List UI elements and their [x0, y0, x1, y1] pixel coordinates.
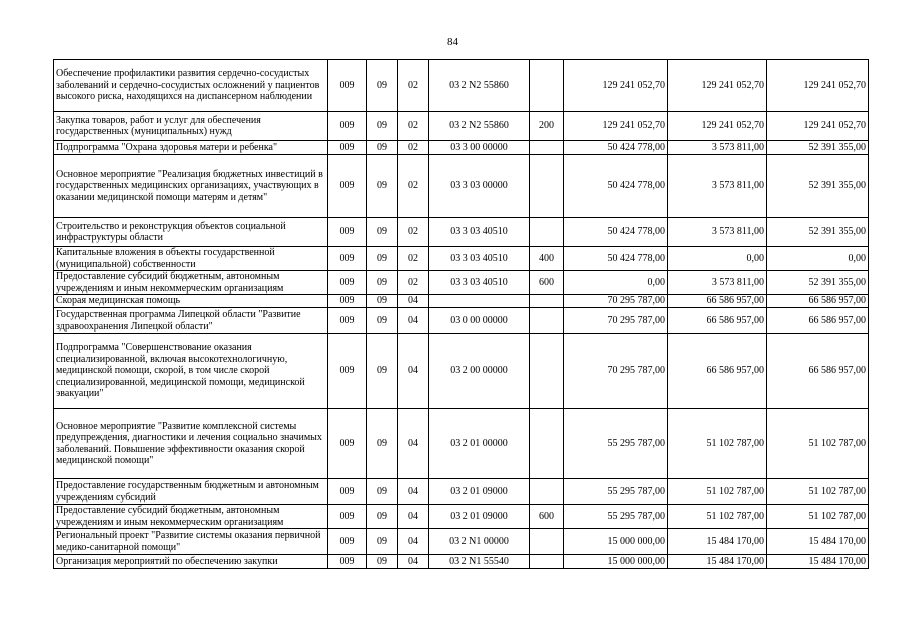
row-name: Основное мероприятие "Развитие комплексной системы предупреждения, диагностики и лечения социально значимых заболеваний. Повышение эффективности оказания скорой медицинской помощи" [54, 409, 328, 479]
row-name: Закупка товаров, работ и услуг для обеспечения государственных (муниципальных) нужд [54, 112, 328, 141]
row-amount-year-3: 66 586 957,00 [767, 295, 869, 308]
row-target-code: 03 3 00 00000 [429, 141, 530, 155]
table-row [54, 141, 869, 155]
row-amount-year-3: 52 391 355,00 [767, 155, 869, 218]
page-number: 84 [447, 36, 458, 48]
row-amount-year-1: 55 295 787,00 [564, 505, 668, 529]
row-name: Основное мероприятие "Реализация бюджетных инвестиций в государственных медицинских организациях, участвующих в оказании медицинской помощи матерям и детям" [54, 155, 328, 218]
row-subsection-code: 02 [398, 247, 429, 271]
row-ministry-code: 009 [328, 295, 367, 308]
row-section-code: 09 [367, 141, 398, 155]
row-subsection-code: 02 [398, 141, 429, 155]
row-expense-type-code [530, 60, 564, 112]
table-row [54, 295, 869, 308]
row-amount-year-1: 70 295 787,00 [564, 334, 668, 409]
row-amount-year-1: 15 000 000,00 [564, 529, 668, 555]
row-target-code: 03 3 03 40510 [429, 247, 530, 271]
table-row [54, 155, 869, 218]
row-amount-year-3: 15 484 170,00 [767, 529, 869, 555]
row-amount-year-1: 50 424 778,00 [564, 247, 668, 271]
row-expense-type-code: 600 [530, 505, 564, 529]
row-subsection-code: 04 [398, 308, 429, 334]
row-section-code: 09 [367, 295, 398, 308]
row-name: Организация мероприятий по обеспечению закупки [54, 555, 328, 569]
row-amount-year-3: 15 484 170,00 [767, 555, 869, 569]
row-subsection-code: 04 [398, 295, 429, 308]
row-amount-year-3: 51 102 787,00 [767, 479, 869, 505]
row-target-code [429, 295, 530, 308]
row-target-code: 03 2 N1 00000 [429, 529, 530, 555]
table-row [54, 479, 869, 505]
row-expense-type-code [530, 295, 564, 308]
row-target-code: 03 3 03 40510 [429, 218, 530, 247]
row-amount-year-2: 15 484 170,00 [668, 555, 767, 569]
row-amount-year-3: 129 241 052,70 [767, 60, 869, 112]
row-expense-type-code [530, 218, 564, 247]
row-section-code: 09 [367, 308, 398, 334]
row-amount-year-3: 0,00 [767, 247, 869, 271]
row-section-code: 09 [367, 479, 398, 505]
row-amount-year-2: 51 102 787,00 [668, 505, 767, 529]
row-amount-year-2: 51 102 787,00 [668, 409, 767, 479]
row-subsection-code: 04 [398, 334, 429, 409]
row-subsection-code: 04 [398, 505, 429, 529]
row-amount-year-3: 66 586 957,00 [767, 334, 869, 409]
row-amount-year-3: 51 102 787,00 [767, 409, 869, 479]
row-ministry-code: 009 [328, 334, 367, 409]
row-amount-year-1: 50 424 778,00 [564, 218, 668, 247]
row-amount-year-2: 3 573 811,00 [668, 218, 767, 247]
row-section-code: 09 [367, 505, 398, 529]
table-row [54, 218, 869, 247]
table-row [54, 334, 869, 409]
row-name: Региональный проект "Развитие системы оказания первичной медико-санитарной помощи" [54, 529, 328, 555]
row-subsection-code: 04 [398, 409, 429, 479]
row-amount-year-2: 15 484 170,00 [668, 529, 767, 555]
row-name: Предоставление субсидий бюджетным, автономным учреждениям и иным некоммерческим организациям [54, 271, 328, 295]
row-section-code: 09 [367, 247, 398, 271]
row-amount-year-2: 66 586 957,00 [668, 295, 767, 308]
row-amount-year-1: 50 424 778,00 [564, 155, 668, 218]
row-section-code: 09 [367, 112, 398, 141]
row-section-code: 09 [367, 218, 398, 247]
row-ministry-code: 009 [328, 247, 367, 271]
row-amount-year-3: 52 391 355,00 [767, 218, 869, 247]
row-ministry-code: 009 [328, 479, 367, 505]
row-amount-year-1: 70 295 787,00 [564, 295, 668, 308]
row-section-code: 09 [367, 271, 398, 295]
budget-table [53, 59, 869, 569]
row-target-code: 03 2 N1 55540 [429, 555, 530, 569]
row-expense-type-code [530, 141, 564, 155]
row-subsection-code: 02 [398, 271, 429, 295]
row-ministry-code: 009 [328, 308, 367, 334]
table-row [54, 247, 869, 271]
table-row [54, 112, 869, 141]
row-expense-type-code [530, 555, 564, 569]
row-expense-type-code: 400 [530, 247, 564, 271]
row-amount-year-1: 70 295 787,00 [564, 308, 668, 334]
row-ministry-code: 009 [328, 529, 367, 555]
row-amount-year-3: 129 241 052,70 [767, 112, 869, 141]
row-name: Подпрограмма "Совершенствование оказания специализированной, включая высокотехнологичную, медицинской помощи, скорой, в том числе скорой специализированной, медицинской помощи, медицинской эвакуации" [54, 334, 328, 409]
row-name: Подпрограмма "Охрана здоровья матери и ребенка" [54, 141, 328, 155]
row-target-code: 03 2 N2 55860 [429, 112, 530, 141]
row-ministry-code: 009 [328, 505, 367, 529]
row-amount-year-3: 66 586 957,00 [767, 308, 869, 334]
table-row [54, 529, 869, 555]
row-ministry-code: 009 [328, 409, 367, 479]
row-target-code: 03 2 N2 55860 [429, 60, 530, 112]
row-amount-year-2: 129 241 052,70 [668, 112, 767, 141]
row-ministry-code: 009 [328, 112, 367, 141]
row-expense-type-code [530, 334, 564, 409]
row-expense-type-code [530, 479, 564, 505]
row-name: Обеспечение профилактики развития сердечно-сосудистых заболеваний и сердечно-сосудистых осложнений у пациентов высокого риска, находящихся на диспансерном наблюдении [54, 60, 328, 112]
row-target-code: 03 2 01 00000 [429, 409, 530, 479]
row-name: Строительство и реконструкция объектов социальной инфраструктуры области [54, 218, 328, 247]
row-amount-year-2: 129 241 052,70 [668, 60, 767, 112]
row-amount-year-1: 15 000 000,00 [564, 555, 668, 569]
row-section-code: 09 [367, 529, 398, 555]
row-expense-type-code [530, 529, 564, 555]
row-section-code: 09 [367, 155, 398, 218]
row-amount-year-1: 55 295 787,00 [564, 479, 668, 505]
row-amount-year-2: 66 586 957,00 [668, 334, 767, 409]
row-ministry-code: 009 [328, 141, 367, 155]
row-amount-year-2: 3 573 811,00 [668, 141, 767, 155]
row-amount-year-2: 3 573 811,00 [668, 155, 767, 218]
row-name: Предоставление субсидий бюджетным, автономным учреждениям и иным некоммерческим организациям [54, 505, 328, 529]
row-expense-type-code [530, 308, 564, 334]
row-ministry-code: 009 [328, 155, 367, 218]
table-row [54, 555, 869, 569]
row-ministry-code: 009 [328, 60, 367, 112]
row-ministry-code: 009 [328, 271, 367, 295]
row-amount-year-3: 51 102 787,00 [767, 505, 869, 529]
row-target-code: 03 3 03 40510 [429, 271, 530, 295]
row-subsection-code: 02 [398, 155, 429, 218]
row-amount-year-1: 129 241 052,70 [564, 112, 668, 141]
table-row [54, 60, 869, 112]
row-subsection-code: 04 [398, 555, 429, 569]
row-amount-year-1: 50 424 778,00 [564, 141, 668, 155]
row-target-code: 03 2 00 00000 [429, 334, 530, 409]
row-section-code: 09 [367, 555, 398, 569]
row-target-code: 03 3 03 00000 [429, 155, 530, 218]
row-name: Капитальные вложения в объекты государственной (муниципальной) собственности [54, 247, 328, 271]
table-row [54, 409, 869, 479]
row-target-code: 03 2 01 09000 [429, 479, 530, 505]
table-row [54, 271, 869, 295]
row-name: Скорая медицинская помощь [54, 295, 328, 308]
row-section-code: 09 [367, 409, 398, 479]
table-row [54, 308, 869, 334]
row-amount-year-1: 55 295 787,00 [564, 409, 668, 479]
row-expense-type-code: 200 [530, 112, 564, 141]
row-section-code: 09 [367, 60, 398, 112]
row-subsection-code: 02 [398, 218, 429, 247]
row-expense-type-code: 600 [530, 271, 564, 295]
row-amount-year-1: 0,00 [564, 271, 668, 295]
row-amount-year-2: 3 573 811,00 [668, 271, 767, 295]
row-amount-year-1: 129 241 052,70 [564, 60, 668, 112]
row-target-code: 03 0 00 00000 [429, 308, 530, 334]
row-amount-year-2: 66 586 957,00 [668, 308, 767, 334]
row-subsection-code: 04 [398, 529, 429, 555]
row-amount-year-2: 0,00 [668, 247, 767, 271]
row-expense-type-code [530, 409, 564, 479]
row-subsection-code: 02 [398, 60, 429, 112]
row-subsection-code: 02 [398, 112, 429, 141]
row-section-code: 09 [367, 334, 398, 409]
row-amount-year-3: 52 391 355,00 [767, 271, 869, 295]
table-row [54, 505, 869, 529]
row-amount-year-2: 51 102 787,00 [668, 479, 767, 505]
row-ministry-code: 009 [328, 555, 367, 569]
row-expense-type-code [530, 155, 564, 218]
row-target-code: 03 2 01 09000 [429, 505, 530, 529]
row-ministry-code: 009 [328, 218, 367, 247]
row-amount-year-3: 52 391 355,00 [767, 141, 869, 155]
row-subsection-code: 04 [398, 479, 429, 505]
row-name: Предоставление государственным бюджетным и автономным учреждениям субсидий [54, 479, 328, 505]
row-name: Государственная программа Липецкой области "Развитие здравоохранения Липецкой области" [54, 308, 328, 334]
